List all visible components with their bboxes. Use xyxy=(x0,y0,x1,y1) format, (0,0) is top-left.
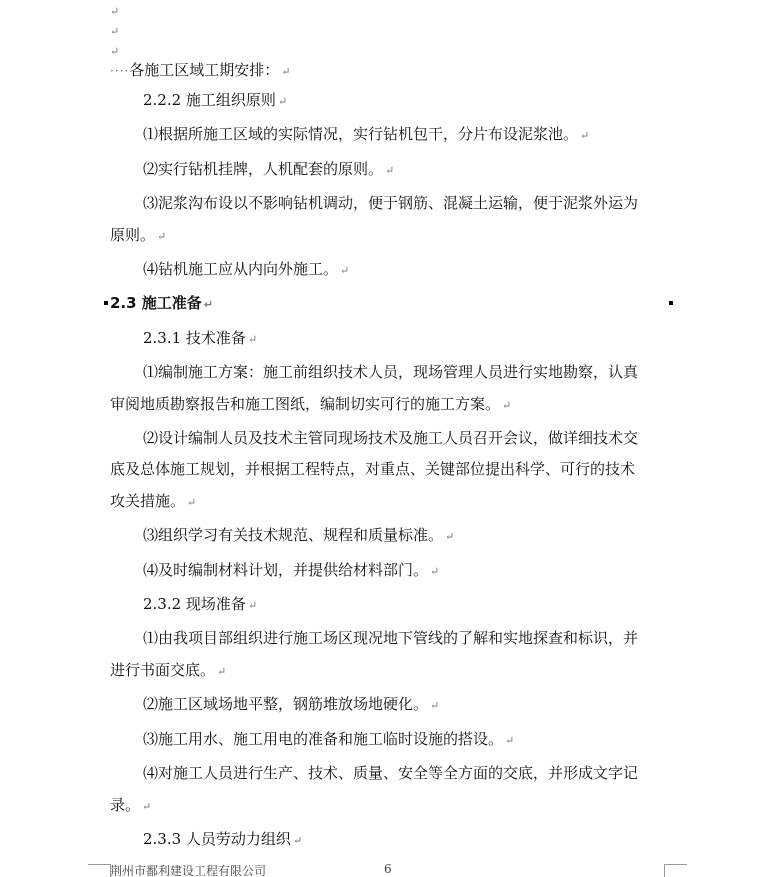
paragraph-continuation: 原则。 ↵ xyxy=(110,226,167,244)
paragraph: ⑴由我项目部组织进行施工场区现况地下管线的了解和实地探查和标识，并 xyxy=(143,629,639,647)
paragraph: ⑵设计编制人员及技术主管同现场技术及施工人员召开会议，做详细技术交 xyxy=(143,429,639,447)
paragraph: ⑶泥浆沟布设以不影响钻机调动，便于钢筋、混凝土运输，便于泥浆外运为 xyxy=(143,194,639,212)
footer-corner-mark-left xyxy=(88,864,111,877)
empty-paragraph: ↵ xyxy=(110,45,120,58)
heading-end-marker xyxy=(669,301,673,305)
footer-page-number: 6 xyxy=(384,862,392,876)
paragraph-continuation: 审阅地质勘察报告和施工图纸，编制切实可行的施工方案。 ↵ xyxy=(110,395,512,413)
paragraph-continuation: 录。 ↵ xyxy=(110,796,152,814)
section-2-3-2-title: 2.3.2 现场准备 ↵ xyxy=(143,595,258,613)
paragraph-continuation: 进行书面交底。 ↵ xyxy=(110,661,227,679)
schedule-heading: ····各施工区域工期安排： ↵ xyxy=(110,61,291,79)
footer-corner-mark-right xyxy=(664,864,687,877)
paragraph: ⑷钻机施工应从内向外施工。 ↵ xyxy=(143,260,350,278)
section-2-3-3-title: 2.3.3 人员劳动力组织 ↵ xyxy=(143,830,303,848)
heading-bullet-marker xyxy=(104,301,108,305)
paragraph-continuation: 底及总体施工规划，并根据工程特点，对重点、关键部位提出科学、可行的技术 xyxy=(110,460,636,478)
paragraph-continuation: 攻关措施。 ↵ xyxy=(110,492,197,510)
paragraph: ⑶施工用水、施工用电的准备和施工临时设施的搭设。 ↵ xyxy=(143,730,515,748)
paragraph: ⑷对施工人员进行生产、技术、质量、安全等全方面的交底，并形成文字记 xyxy=(143,764,639,782)
paragraph: ⑵施工区域场地平整，钢筋堆放场地硬化。 ↵ xyxy=(143,695,440,713)
paragraph: ⑶组织学习有关技术规范、规程和质量标准。 ↵ xyxy=(143,526,455,544)
paragraph: ⑷及时编制材料计划，并提供给材料部门。 ↵ xyxy=(143,561,440,579)
section-2-2-2-title: 2.2.2 施工组织原则 ↵ xyxy=(143,91,288,109)
paragraph: ⑵实行钻机挂牌，人机配套的原则。 ↵ xyxy=(143,160,395,178)
paragraph: ⑴根据所施工区域的实际情况，实行钻机包干，分片布设泥浆池。 ↵ xyxy=(143,125,590,143)
section-2-3-heading: 2.3 施工准备 ↵ xyxy=(110,294,214,312)
section-2-3-1-title: 2.3.1 技术准备 ↵ xyxy=(143,329,258,347)
empty-paragraph: ↵ xyxy=(110,25,120,38)
paragraph: ⑴编制施工方案：施工前组织技术人员，现场管理人员进行实地勘察，认真 xyxy=(143,363,639,381)
empty-paragraph: ↵ xyxy=(110,5,120,18)
footer-company-name: 荆州市鄱利建设工程有限公司 xyxy=(110,864,267,876)
